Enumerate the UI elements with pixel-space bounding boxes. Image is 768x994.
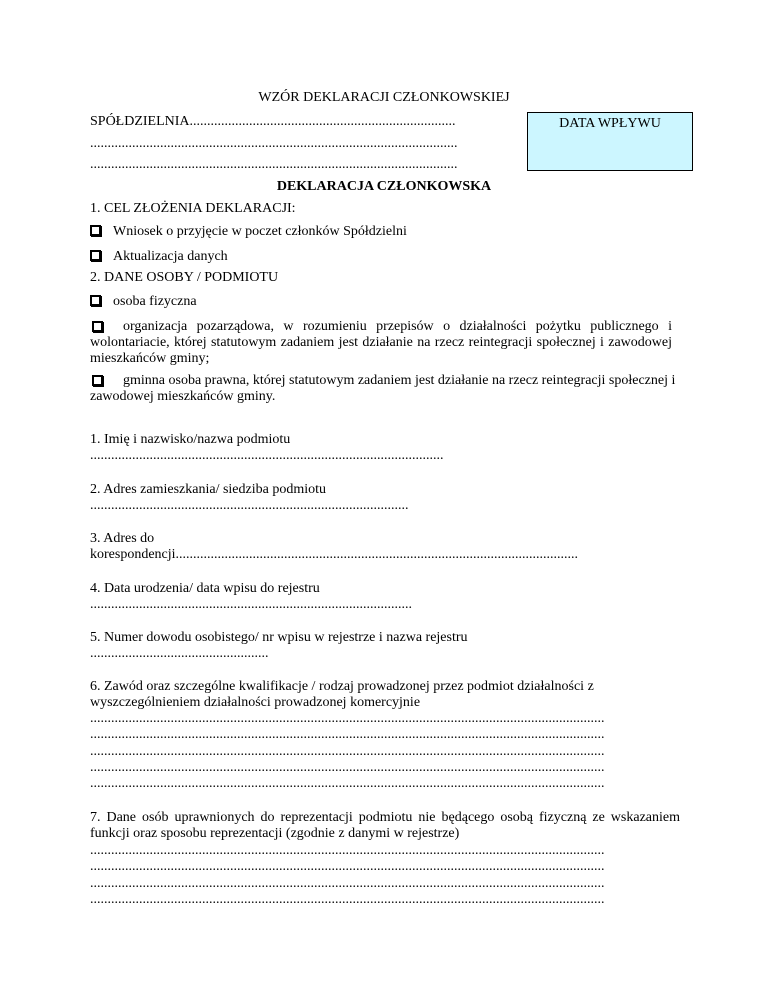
section1-heading: 1. CEL ZŁOŻENIA DEKLARACJI: [90,201,296,216]
section2-heading: 2. DANE OSOBY / PODMIOTU [90,270,279,285]
option-municipal-entity[interactable]: gminna osoba prawna, której statutowym zadaniem jest działanie na rzecz reintegracji społecznej i zawodowej mieszkańców gminy. [90,373,676,404]
field-address-input[interactable]: ........................................................................................... [90,498,409,513]
field-correspondence-label: 3. Adres do [90,531,155,546]
form-title: DEKLARACJA CZŁONKOWSKA [276,179,492,194]
field-occupation-line[interactable]: ................................................................................................................................................... [90,727,605,742]
field-correspondence-input[interactable]: korespondencji................................................................................................................... [90,547,579,562]
cooperative-name-line-3[interactable]: ......................................................................................................... [90,157,458,172]
checkbox-icon[interactable] [90,225,101,236]
option-natural-person[interactable] [90,294,197,310]
option-label: osoba fizyczna [113,294,197,309]
field-id-number-label: 5. Numer dowodu osobistego/ nr wpisu w rejestrze i nazwa rejestru [90,630,468,645]
option-label: Aktualizacja danych [113,249,228,264]
field-occupation-line[interactable]: ................................................................................................................................................... [90,711,605,726]
field-name-input[interactable]: ..................................................................................................... [90,448,444,463]
cooperative-name-line-2[interactable]: ......................................................................................................... [90,136,458,151]
checkbox-icon[interactable] [90,295,101,306]
option-data-update[interactable] [90,249,228,265]
receipt-date-label: DATA WPŁYWU [559,116,661,131]
field-representatives-line[interactable]: ................................................................................................................................................... [90,876,605,891]
option-label: Wniosek o przyjęcie w poczet członków Spółdzielni [113,224,407,239]
option-membership-request[interactable] [90,224,407,240]
cooperative-name-field[interactable]: SPÓŁDZIELNIA............................................................................ [90,114,456,129]
field-representatives-line[interactable]: ................................................................................................................................................... [90,892,605,907]
checkbox-icon[interactable] [90,250,101,261]
field-occupation-line[interactable]: ................................................................................................................................................... [90,760,605,775]
field-occupation-line[interactable]: ................................................................................................................................................... [90,776,605,791]
field-representatives-line[interactable]: ................................................................................................................................................... [90,859,605,874]
field-address-label: 2. Adres zamieszkania/ siedziba podmiotu [90,482,326,497]
field-occupation-label: 6. Zawód oraz szczególne kwalifikacje / rodzaj prowadzonej przez podmiot działalności z wyszczególnieniem działalności prowadzonej komercyjnie [90,679,594,710]
field-representatives-line[interactable]: ................................................................................................................................................... [90,843,605,858]
page-title: WZÓR DEKLARACJI CZŁONKOWSKIEJ [258,90,510,105]
field-id-number-input[interactable]: ................................................... [90,646,269,661]
field-name-label: 1. Imię i nazwisko/nazwa podmiotu [90,432,291,447]
field-birthdate-label: 4. Data urodzenia/ data wpisu do rejestru [90,581,320,596]
receipt-date-box[interactable] [527,112,693,171]
option-ngo[interactable]: organizacja pozarządowa, w rozumieniu przepisów o działalności pożytku publicznego i wolontariacie, której statutowym zadaniem jest działanie na rzecz reintegracji społecznej i zawodowej mieszkańców gminy; [90,319,672,366]
field-birthdate-input[interactable]: ............................................................................................ [90,597,412,612]
field-occupation-line[interactable]: ................................................................................................................................................... [90,744,605,759]
field-representatives-label: 7. Dane osób uprawnionych do reprezentacji podmiotu nie będącego osobą fizyczną ze wskazaniem funkcji oraz sposobu reprezentacji (zgodnie z danymi w rejestrze) [90,810,680,841]
